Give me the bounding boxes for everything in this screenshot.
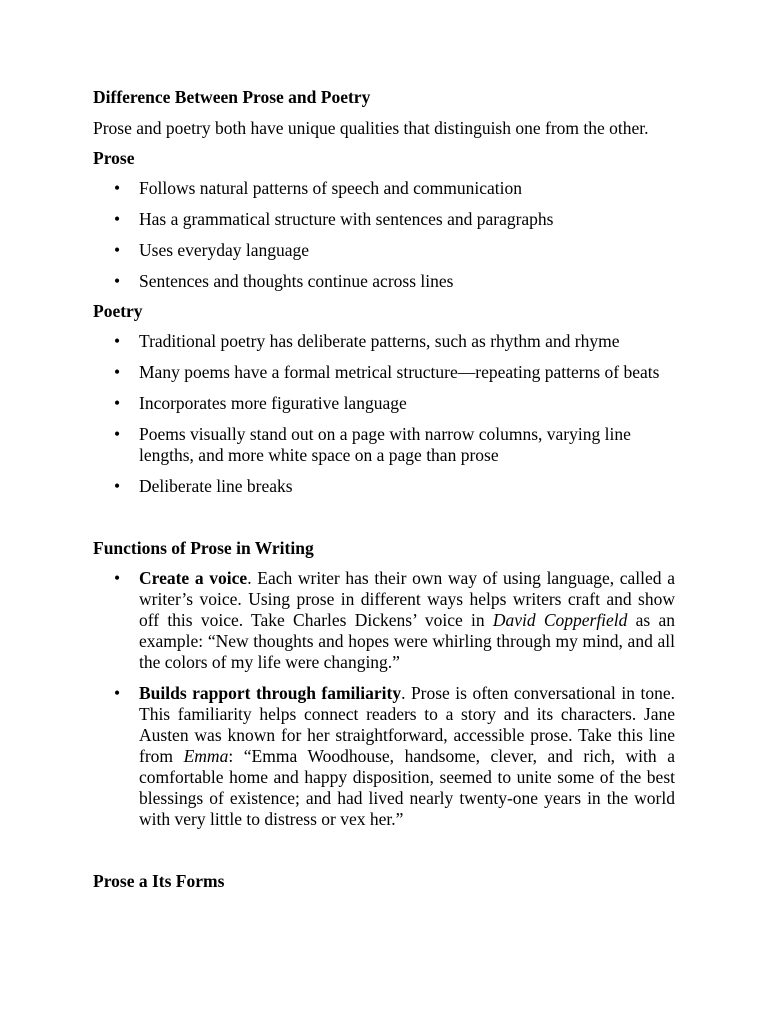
term-create-voice: Create a voice bbox=[139, 568, 248, 588]
list-item: • Deliberate line breaks bbox=[93, 476, 675, 497]
item-text: : “Emma Woodhouse, handsome, clever, and rich, with a comfortable home and happy disposition, seemed to unite some of the best blessings of existence; and had lived nearly twenty-one years in the world with very little to distress or vex her.” bbox=[139, 746, 675, 829]
item-text: as an example: “New thoughts and hopes were whirling through my mind, and all the colors of my life were changing.” bbox=[139, 610, 675, 672]
section-heading-functions: Functions of Prose in Writing bbox=[93, 538, 314, 558]
list-item: • Has a grammatical structure with sentences and paragraphs bbox=[93, 209, 675, 230]
prose-list bbox=[93, 178, 675, 292]
list-item: • Poems visually stand out on a page with narrow columns, varying line lengths, and more white space on a page than prose bbox=[93, 424, 675, 466]
poetry-list bbox=[93, 331, 675, 497]
subheading-poetry: Poetry bbox=[93, 301, 143, 321]
document-body bbox=[93, 87, 675, 892]
list-item: • Many poems have a formal metrical structure—repeating patterns of beats bbox=[93, 362, 675, 383]
book-title: David Copperfield bbox=[492, 610, 628, 630]
section-heading-forms: Prose a Its Forms bbox=[93, 871, 225, 891]
item-text: . Each writer has their own way of using language, called a writer’s voice. Using prose in different ways helps writers craft and show off this voice. Take Charles Dickens’ voice in bbox=[139, 568, 675, 630]
list-item: • Follows natural patterns of speech and communication bbox=[93, 178, 675, 199]
list-item bbox=[93, 568, 675, 673]
functions-list bbox=[93, 568, 675, 830]
intro-paragraph: Prose and poetry both have unique qualities that distinguish one from the other. bbox=[93, 118, 649, 138]
term-builds-rapport: Builds rapport through familiarity bbox=[139, 683, 402, 703]
list-item: • Incorporates more figurative language bbox=[93, 393, 675, 414]
list-item: • Sentences and thoughts continue across lines bbox=[93, 271, 675, 292]
book-title: Emma bbox=[183, 746, 229, 766]
section-heading-difference: Difference Between Prose and Poetry bbox=[93, 87, 371, 107]
list-item: • Uses everyday language bbox=[93, 240, 675, 261]
item-text: . Prose is often conversational in tone. This familiarity helps connect readers to a story and its characters. Jane Austen was known for her straightforward, accessible prose. Take this line from bbox=[139, 683, 675, 766]
list-item bbox=[93, 683, 675, 830]
list-item: • Traditional poetry has deliberate patterns, such as rhythm and rhyme bbox=[93, 331, 675, 352]
subheading-prose: Prose bbox=[93, 148, 135, 168]
